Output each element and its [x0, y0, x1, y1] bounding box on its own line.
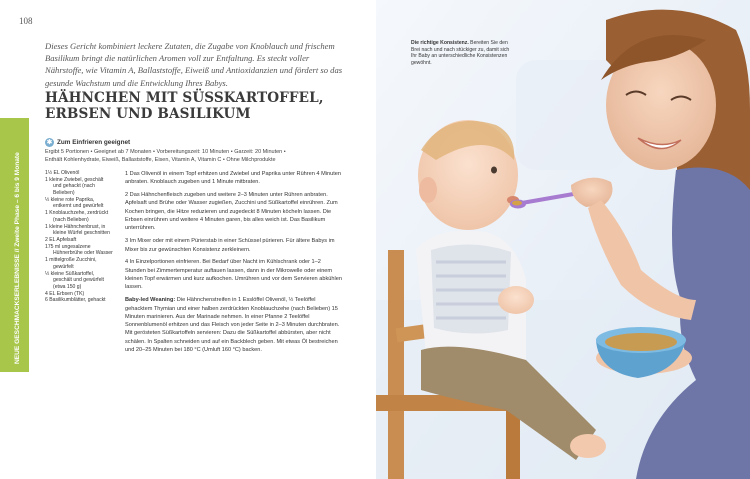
recipe-step: 2 Das Hähnchenfleisch zugeben und weitere 2–3 Minuten unter Rühren anbraten. Apfelsaft und Brühe oder Wasser zugießen, Zucchini und Süßkartoffel einrühren. Zum Kochen bringen, die Hitze reduzieren und zugedeckt 8 Minuten köcheln lassen. Die Erbsen einrühren und weitere 4 Minuten garen, bis alles weich ist. Das Basilikum unterrühren.: [125, 192, 338, 232]
ingredient-main: ½ kleine Süßkartoffel,: [45, 270, 95, 277]
ingredient-list: [45, 170, 117, 304]
right-page: [376, 0, 750, 479]
photo-caption: [411, 40, 513, 66]
baby-led-weaning-text: Die Hähnchenstreifen in 1 Esslöffel Olivenöl, ½ Teelöffel gehacktem Thymian und einer halben zerdrückten Knoblauchzehe (nach Belieben) 15 Minuten marinieren. Aus der Marinade nehmen. In einer Pfanne 2 Teelöffel Sonnenblumenöl erhitzen und das Fleisch von jeder Seite in 2–3 Minuten durchbraten. Mit gerösteten Süßkartoffeln servieren: Dazu die Süßkartoffel abbürsten, aber nicht schälen. In Spalten schneiden und auf ein Backblech geben. Mit etwas Öl bestreichen und 20–25 Minuten bei 180 °C (Umluft 160 °C) backen.: [125, 297, 340, 354]
ingredient-main: ½ kleine rote Paprika,: [45, 196, 95, 203]
ingredient-detail: entkernt und gewürfelt: [53, 203, 104, 210]
recipe-title: HÄHNCHEN MIT SÜSSKARTOFFEL, ERBSEN UND BASILIKUM: [45, 90, 324, 122]
baby-led-weaning-tip: [125, 296, 343, 354]
ingredient-main: 1 Knoblauchzehe, zerdrückt: [45, 210, 109, 217]
ingredient-main: 1 kleine Zwiebel, geschält: [45, 176, 104, 183]
ingredient-item: [45, 237, 117, 244]
recipe-step: 3 Im Mixer oder mit einem Pürierstab in einer Schüssel pürieren. Für ältere Babys im Mixer bis zur gewünschten Konsistenz zerkleinern.: [125, 238, 335, 253]
recipe-step: 4 In Einzelportionen einfrieren. Bei Bedarf über Nacht im Kühlschrank oder 1–2 Stunden bei Zimmertemperatur auftauen lassen, dann in der Mikrowelle oder einem kleinen Topf erwärmen und kurz aufkochen. Umrühren und vor dem Servieren abkühlen lassen.: [125, 259, 342, 291]
ingredient-item: [45, 244, 117, 257]
chapter-name: NEUE GESCHMACKSERLEBNISSE: [14, 254, 21, 364]
ingredient-detail: gewürfelt: [53, 263, 74, 270]
ingredient-detail: Hühnerbrühe oder Wasser: [53, 250, 113, 257]
ingredient-item: [45, 291, 117, 298]
ingredient-main: 4 EL Erbsen (TK): [45, 290, 85, 297]
recipe-meta-line: Enthält Kohlenhydrate, Eiweiß, Ballaststoffe, Eisen, Vitamin A, Vitamin C • Ohne Milchprodukte: [45, 157, 276, 164]
freezable-label: Zum Einfrieren geeignet: [57, 139, 131, 146]
ingredient-item: [45, 197, 117, 210]
ingredient-detail: (nach Belieben): [53, 216, 89, 223]
ingredient-detail: und gehackt (nach Belieben): [53, 183, 95, 196]
photo-mother-feeding-baby: [376, 0, 750, 479]
baby-led-weaning-label: Baby-led Weaning:: [125, 297, 176, 304]
ingredient-main: 1½ EL Olivenöl: [45, 170, 80, 176]
recipe-meta-line: Ergibt 5 Portionen • Geeignet ab 7 Monaten • Vorbereitungszeit: 10 Minuten • Garzeit: 20 Minuten •: [45, 149, 286, 155]
recipe-steps: [125, 170, 343, 359]
ingredient-item: [45, 297, 117, 304]
ingredient-detail: kleine Würfel geschnitten: [53, 230, 110, 237]
caption-text: Bereiten Sie den Brei nach und nach stückiger zu, damit sich Ihr Baby an unterschiedliche Konsistenzen gewöhnt.: [411, 40, 510, 66]
ingredient-item: [45, 177, 117, 197]
chapter-side-tab-label: [14, 124, 21, 364]
ingredient-item: [45, 257, 117, 270]
caption-title: Die richtige Konsistenz.: [411, 40, 469, 46]
ingredient-item: [45, 271, 117, 291]
recipe-meta: [45, 148, 365, 164]
ingredient-main: 175 ml ungesalzene: [45, 243, 91, 250]
snowflake-icon: ✱: [46, 139, 53, 146]
chapter-phase: // Zweite Phase – 6 bis 9 Monate: [14, 152, 21, 255]
chapter-side-tab: [0, 118, 29, 372]
recipe-intro: Dieses Gericht kombiniert leckere Zutaten, die Zugabe von Knoblauch und frischem Basilikum bringt die natürlichen Aromen voll zur Entfaltung. Es steckt voller Nährstoffe, wie Vitamin A, Ballaststoffe, Eiweiß und Antioxidanzien und fördert so das gesunde Wachstum und die Entwicklung Ihres Babys.: [45, 41, 343, 88]
ingredient-main: 1 kleine Hähnchenbrust, in: [45, 223, 106, 230]
ingredient-main: 6 Basilikumblätter, gehackt: [45, 297, 106, 304]
ingredient-detail: geschält und gewürfelt (etwa 150 g): [53, 277, 104, 290]
ingredient-main: 2 EL Apfelsaft: [45, 236, 77, 243]
ingredient-item: [45, 210, 117, 223]
recipe-step: 1 Das Olivenöl in einem Topf erhitzen und Zwiebel und Paprika unter Rühren 4 Minuten anbraten. Knoblauch zugeben und 1 Minute mitbraten.: [125, 171, 342, 186]
page-number: 108: [19, 16, 33, 26]
ingredient-main: 1 mittelgroße Zucchini,: [45, 257, 97, 264]
freezable-note: [45, 138, 130, 147]
ingredient-item: [45, 224, 117, 237]
ingredient-item: [45, 170, 117, 177]
